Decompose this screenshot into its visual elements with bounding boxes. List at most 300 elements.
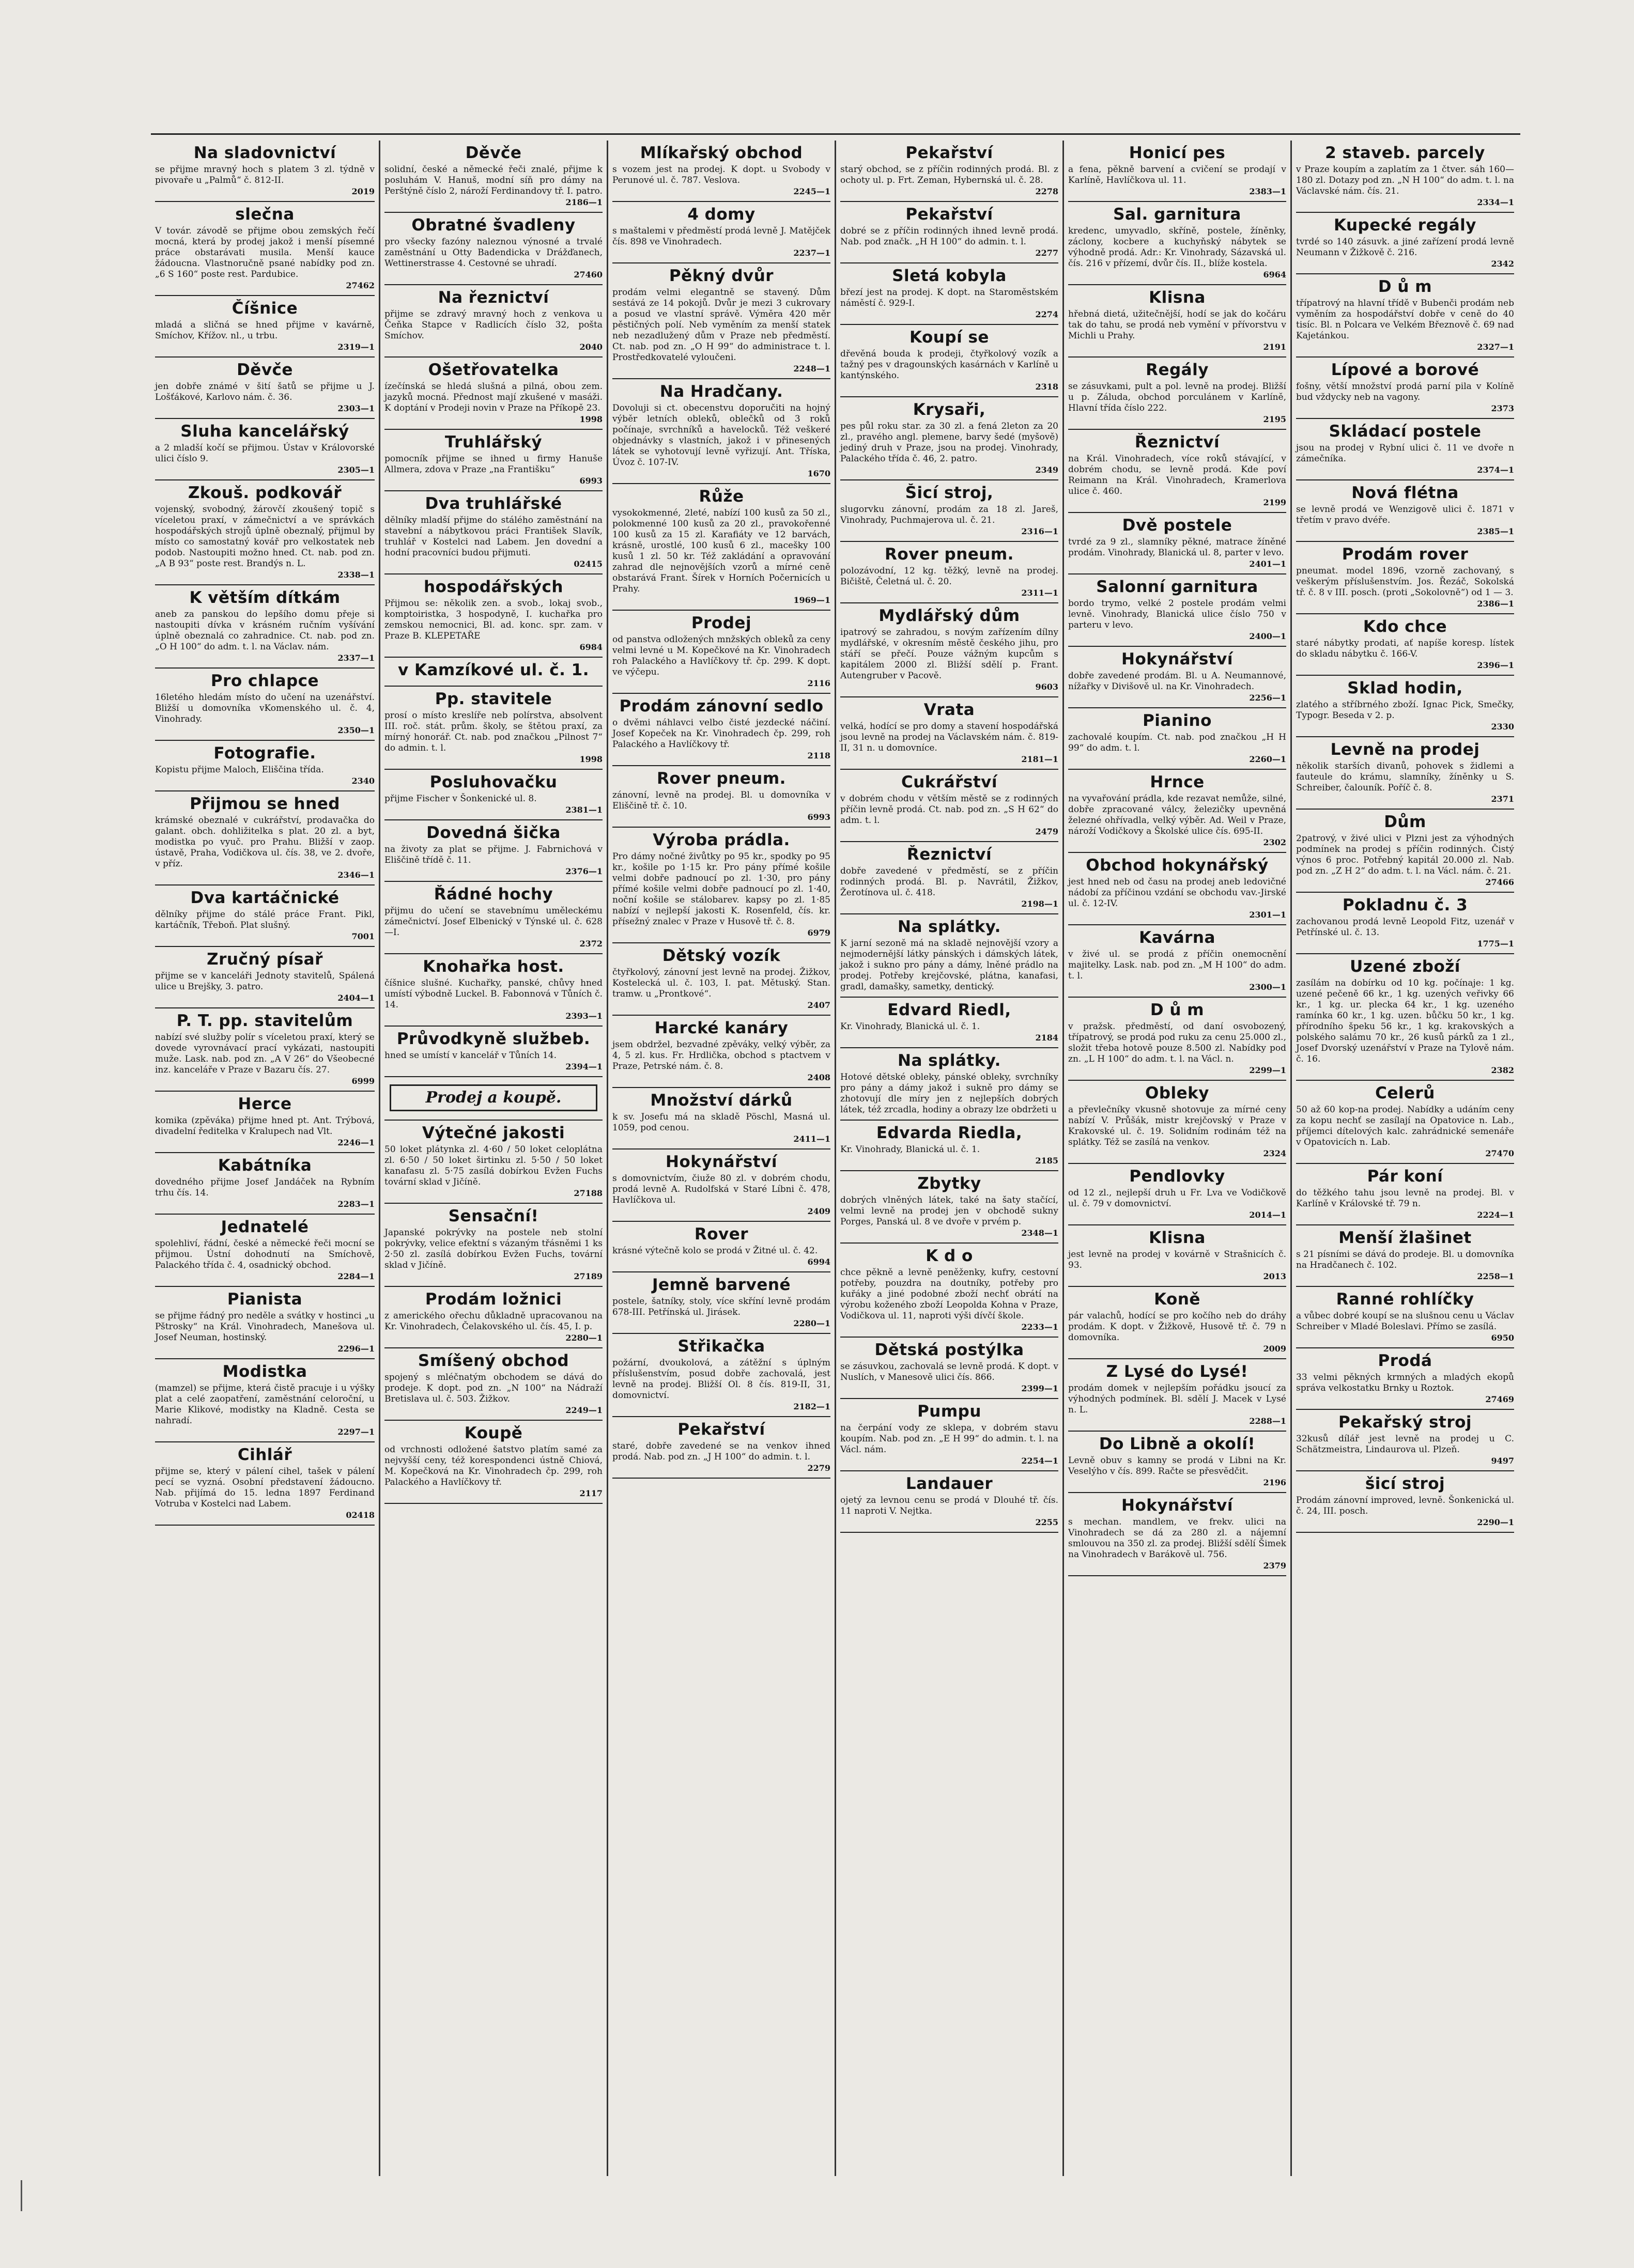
ad-number: 2300—1 xyxy=(1249,982,1286,992)
classified-ad xyxy=(155,1359,375,1442)
ad-text: aneb za panskou do lepšího domu přeje si nastoupiti dívka v krásném ručním vyšívání úplně obeznalá co zahradnice. Ct. nab. pod zn. „O H 100“ do adm. t. l. na Václav. nám. xyxy=(155,609,375,652)
ad-number: 2274 xyxy=(1035,309,1058,319)
ad-headline: Šicí stroj, xyxy=(905,484,994,502)
ad-number: 2280—1 xyxy=(793,1318,830,1328)
ad-number: 2256—1 xyxy=(1249,693,1286,703)
ad-number: 2255 xyxy=(1035,1517,1058,1527)
classified-ad xyxy=(384,954,603,1027)
classified-ad xyxy=(1296,213,1514,274)
ad-number: 2404—1 xyxy=(337,993,375,1003)
classified-ad xyxy=(1068,925,1286,998)
ad-headline: Hokynářství xyxy=(1121,650,1233,669)
ad-headline: Lípové a borové xyxy=(1331,361,1479,379)
ad-headline: Smíšený obchod xyxy=(418,1352,569,1370)
ad-number: 2186—1 xyxy=(565,197,603,207)
ad-number: 2400—1 xyxy=(1249,631,1286,641)
ad-text: spojený s mléčnatým obchodem se dává do prodeje. K dopt. pod zn. „N 100“ na Nádraží Bretislava ul. č. 503. Žižkov. xyxy=(384,1372,603,1404)
ad-headline: Hokynářství xyxy=(666,1153,777,1171)
ad-headline: Pro chlapce xyxy=(210,672,319,690)
ad-number: 27189 xyxy=(574,1271,603,1281)
ad-text: Kopistu přijme Maloch, Eliščina třída. xyxy=(155,765,324,775)
ad-text: přijmu do učení se stavebnímu uměleckému zámečnictví. Josef Elbenický v Týnské ul. č. 628—I. xyxy=(384,906,603,938)
ad-number: 2277 xyxy=(1035,248,1058,258)
classified-ad xyxy=(840,697,1058,770)
ad-number: 2258—1 xyxy=(1477,1271,1514,1281)
ad-headline: Z Lysé do Lysé! xyxy=(1106,1362,1248,1381)
ad-text: vojenský, svobodný, žárovčí zkoušený topič s víceletou praxí, v zámečnictví a ve správkách hospodářských strojů úplně obeznalý, přijmul by místo co samostatný kovář pro velkostatek neb podob. Nastoupiti možno hned. Ct. nab. pod zn. „A B 93“ poste rest. Brandýs n. L. xyxy=(155,504,375,569)
ad-number: 2386—1 xyxy=(1477,599,1514,609)
ad-text: staré, dobře zavedené se na venkov ihned prodá. Nab. pod zn. „J H 100“ do admin. t. l. xyxy=(612,1441,830,1462)
ad-number: 27469 xyxy=(1485,1394,1514,1404)
ad-number: 2409 xyxy=(807,1206,830,1216)
ad-headline: Dvě postele xyxy=(1122,516,1232,535)
classified-ad xyxy=(1068,1493,1286,1576)
ad-number: 2346—1 xyxy=(337,870,375,880)
ad-text: Hotové dětské obleky, pánské obleky, svrchníky pro pány a dámy jakož i sukně pro dámy se zhotovují dle míry jen z nejlepších dobrých látek, též zrcadla, hodiny a obrazy lze obdržeti u xyxy=(840,1072,1058,1115)
ad-headline: Honicí pes xyxy=(1129,144,1226,162)
classified-ad xyxy=(155,1287,375,1359)
ad-headline: Koupí se xyxy=(910,328,989,347)
classified-ad xyxy=(1296,893,1514,954)
ad-text: prosí o místo kreslíře neb polírstva, absolvent III. roč. stát. prům. školy, se štětou praxí, za mírný honorář. Ct. nab. pod značkou „Pilnost 7“ do admin. t. l. xyxy=(384,710,603,753)
ad-headline: Pumpu xyxy=(917,1402,981,1421)
ad-text: pár valachů, hodící se pro kočího neb do dráhy prodám. K dopt. v Žižkově, Husově tř. č. 79 n domovníka. xyxy=(1068,1311,1286,1343)
classified-ad xyxy=(1068,1164,1286,1225)
ad-number: 2407 xyxy=(807,1000,830,1010)
ad-headline: Zručný písař xyxy=(207,950,323,969)
ad-headline: Pekařství xyxy=(905,205,993,224)
ad-headline: Pekařství xyxy=(677,1420,765,1439)
ad-number: 2393—1 xyxy=(565,1011,603,1021)
ad-headline: Kabátníka xyxy=(218,1156,312,1175)
ad-text: několik starších divanů, pohovek s židlemi a fauteule do krámu, slamníky, žíněnky u S. Schreiber, čalouník. Poříč č. 8. xyxy=(1296,761,1514,793)
classified-ad xyxy=(384,1077,603,1121)
ad-text: od panstva odložených mnžských obleků za ceny velmi levné u M. Kopečkové na Kr. Vinohradech roh Palackého a Havlíčkovy tř. čp. 299. K dopt. ve výčepu. xyxy=(612,634,830,677)
ad-number: 6984 xyxy=(579,642,603,652)
ad-number: 27462 xyxy=(346,281,375,290)
ad-headline: Děvče xyxy=(465,144,522,162)
classified-ad xyxy=(384,491,603,574)
ad-headline: Ranné rohlíčky xyxy=(1336,1290,1474,1309)
classified-ad xyxy=(840,141,1058,202)
classified-ad xyxy=(612,263,830,379)
ad-text: přijme se, který v pálení cihel, tašek v pálení pecí se vyzná. Osobní představení žádoucno. Nab. přijímá do 15. ledna 1897 Ferdinand Votruba v Kostelci nad Labem. xyxy=(155,1466,375,1509)
ad-headline: Regály xyxy=(1146,361,1209,379)
ad-headline: Klisna xyxy=(1149,288,1206,307)
ad-text: dovedného přijme Josef Jandáček na Rybním trhu čís. 14. xyxy=(155,1177,375,1198)
classified-ad xyxy=(1296,1287,1514,1348)
ad-number: 9497 xyxy=(1491,1456,1514,1466)
ad-number: 2408 xyxy=(807,1073,830,1082)
classified-ad xyxy=(384,1204,603,1287)
ad-headline: Truhlářský xyxy=(444,433,543,452)
ad-number: 2337—1 xyxy=(337,653,375,663)
ad-text: přijme Fischer v Šonkenické ul. 8. xyxy=(384,794,537,804)
column-1 xyxy=(151,141,379,2176)
ad-number: 2288—1 xyxy=(1249,1416,1286,1426)
ad-text: dřevěná bouda k prodeji, čtyřkolový vozík a tažný pes v dragounských kasárnách v Karlíně u kantýnského. xyxy=(840,349,1058,381)
ad-headline: Množství dárků xyxy=(650,1091,793,1110)
ad-number: 2279 xyxy=(807,1463,830,1473)
ad-number: 2297—1 xyxy=(337,1427,375,1437)
column-5 xyxy=(1062,141,1290,2176)
ad-text: kredenc, umyvadlo, skříně, postele, žíněnky, záclony, kocbere a kuchyňský nábytek se výhodně prodá. Adr.: Kr. Vinohrady, Sázavská ul. čís. 216 v přízemí, dvůr čís. II., blíže kostela. xyxy=(1068,226,1286,269)
ad-text: a fena, pěkně barvení a cvičení se prodají v Karlíně, Havlíčkova ul. 11. xyxy=(1068,164,1286,185)
ad-headline: Levně na prodej xyxy=(1330,740,1480,759)
ad-headline: Klisna xyxy=(1149,1229,1206,1247)
ad-text: prodám velmi elegantně se stavený. Dům sestává ze 14 pokojů. Dvůr je mezi 3 cukrovary a posud ve vlastní správě. Výměra 420 měr pěstičných polí. Neb vyměním za menší statek neb nezadlužený dům v Praze neb předměstí. Ct. nab. pod zn. „O H 99“ do administrace t. l. Prostředkovatelé vyloučeni. xyxy=(612,287,830,363)
ad-headline: šicí stroj xyxy=(1365,1474,1445,1493)
classified-ad xyxy=(155,741,375,791)
classified-ad xyxy=(612,1088,830,1149)
classified-ad xyxy=(1296,358,1514,419)
ad-number: 2340 xyxy=(351,776,375,786)
ad-text: v živé ul. se prodá z příčin onemocnění majitelky. Lask. nab. pod zn. „M H 100“ do adm. t. l. xyxy=(1068,949,1286,981)
ad-number: 2198—1 xyxy=(1021,899,1058,909)
classified-ad xyxy=(384,1027,603,1077)
ad-number: 6999 xyxy=(351,1076,375,1086)
ad-headline: Na řeznictví xyxy=(438,288,549,307)
classified-ad xyxy=(1296,274,1514,358)
ad-headline: Dva truhlářské xyxy=(425,494,562,513)
ad-text: se zásuvkami, pult a pol. levně na prodej. Bližší u p. Záluda, obchod porculánem v Karlíně, Hlavní třída číslo 222. xyxy=(1068,381,1286,413)
ad-headline: Prodám rover xyxy=(1342,545,1469,564)
classified-ad xyxy=(612,1149,830,1222)
ad-number: 2280—1 xyxy=(565,1333,603,1343)
ad-headline: Fotografie. xyxy=(213,744,316,763)
ad-headline: Dětská postýlka xyxy=(874,1341,1024,1359)
ad-headline: Pár koní xyxy=(1367,1167,1443,1186)
ad-headline: Do Libně a okolí! xyxy=(1099,1435,1256,1453)
ad-number: 2246—1 xyxy=(337,1138,375,1147)
ad-number: 2237—1 xyxy=(793,248,830,258)
ad-text: ipatrový se zahradou, s novým zařízením dílny mydlářské, v okresním městě českého jihu, pro stáří se přečí. Pouze vážným kupcům s kapitálem 2000 zl. Bližší sdělí p. Frant. Autengruber v Pacově. xyxy=(840,627,1058,681)
ad-text: slugorvku zánovní, prodám za 18 zl. Jareš, Vinohrady, Puchmajerova ul. č. 21. xyxy=(840,504,1058,525)
classified-ad xyxy=(1296,419,1514,480)
ad-number: 2324 xyxy=(1263,1148,1286,1158)
ad-number: 2372 xyxy=(579,939,603,949)
classified-ad xyxy=(612,202,830,263)
ad-number: 2013 xyxy=(1263,1271,1286,1281)
ad-headline: hospodářských xyxy=(424,578,563,596)
ad-headline: Landauer xyxy=(905,1474,993,1493)
ad-headline: Posluhovačku xyxy=(429,773,558,791)
classified-ad xyxy=(612,141,830,202)
ad-text: Levně obuv s kamny se prodá v Libni na Kr. Veselýho v čís. 899. Račte se přesvědčit. xyxy=(1068,1455,1286,1477)
ad-headline: v Kamzíkové ul. č. 1. xyxy=(397,661,590,679)
ad-text: mladá a sličná se hned přijme v kavárně, Smíchov, Křížov. nl., u trbu. xyxy=(155,320,375,341)
top-rule xyxy=(151,133,1520,135)
ad-headline: Sal. garnitura xyxy=(1113,205,1241,224)
classified-ad xyxy=(840,998,1058,1048)
ad-headline: Cihlář xyxy=(237,1446,292,1464)
classified-ad xyxy=(1068,853,1286,925)
classified-ad xyxy=(612,828,830,943)
ad-text: staré nábytky prodati, ať napíše koresp. lístek do skladu nábytku č. 166-V. xyxy=(1296,638,1514,659)
ad-text: dobře zavedené v předměstí, se z příčin rodinných prodá. Bl. p. Navrátil, Žižkov, Žerotínova ul. č. 418. xyxy=(840,866,1058,898)
ad-text: 50 až 60 kop-na prodej. Nabídky a udáním ceny za kopu nechť se zasílají na Opatovice n. Lab., příjemci dítelových kalc. zahrádnické semenáře v Opatovicích n. Lab. xyxy=(1296,1105,1514,1147)
ad-text: v Praze koupím a zaplatím za 1 čtver. sáh 160—180 zl. Dotazy pod zn. „N H 100“ do adm. t. l. na Václavské nám. čís. 21. xyxy=(1296,164,1514,196)
ad-text: a vůbec dobré koupí se na slušnou cenu u Václav Schreiber v Mladé Boleslavi. Přímo se zasílá. xyxy=(1296,1311,1514,1332)
ad-headline: Jednatelé xyxy=(221,1218,309,1236)
ad-number: 2224—1 xyxy=(1477,1210,1514,1220)
ad-number: 2195 xyxy=(1263,414,1286,424)
ad-number: 02418 xyxy=(346,1510,375,1520)
classified-ad xyxy=(612,611,830,694)
classified-ad xyxy=(384,1348,603,1421)
classified-ad xyxy=(1296,1348,1514,1410)
classified-ad xyxy=(384,1121,603,1204)
classified-ad xyxy=(155,1215,375,1287)
ad-number: 2184 xyxy=(1035,1033,1058,1043)
ad-headline: Herce xyxy=(238,1095,292,1113)
ad-text: se levně prodá ve Wenzigově ulici č. 1871 v třetím v pravo dvéře. xyxy=(1296,504,1514,525)
classified-ad xyxy=(1296,1081,1514,1164)
ad-text: Přijmou se: několik zen. a svob., lokaj svob., komptoiristka, 3 hospodyně, I. kuchařka pro zemskou nemocnici, Bl. ad. konc. spr. zam. v Praze B. KLEPETAŘE xyxy=(384,598,603,641)
ad-text: pneumat. model 1896, vzorně zachovaný, s veškerým příslušenstvím. Jos. Řezáč, Sokolská tř. č. 8 v III. posch. (proti „Sokolovně“) od 1 — 3. xyxy=(1296,566,1514,598)
ad-headline: Harcké kanáry xyxy=(654,1019,789,1037)
ad-text: přijme se v kanceláři Jednoty stavitelů, Spálená ulice u Brejšky, 3. patro. xyxy=(155,971,375,992)
classified-ad xyxy=(384,358,603,430)
column-2 xyxy=(379,141,607,2176)
classified-ad xyxy=(1296,1471,1514,1533)
ad-headline: 2 staveb. parcely xyxy=(1325,144,1485,162)
ad-headline: Kavárna xyxy=(1139,928,1215,947)
classified-ad xyxy=(1068,430,1286,513)
classified-ad xyxy=(1068,1432,1286,1493)
classified-ad xyxy=(1296,676,1514,737)
ad-number: 2311—1 xyxy=(1021,588,1058,598)
classified-ad xyxy=(155,202,375,296)
ad-number: 2327—1 xyxy=(1477,342,1514,352)
ad-text: požární, dvoukolová, a zátěžní s úplným příslušenstvím, posud dobře zachovalá, jest levně na prodej. Bližší Ol. 8 čís. 819-II, 31, domovnictví. xyxy=(612,1358,830,1401)
ad-number: 2181—1 xyxy=(1021,754,1058,764)
ad-headline: P. T. pp. stavitelům xyxy=(176,1012,353,1030)
ad-headline: slečna xyxy=(235,205,295,224)
ad-number: 6993 xyxy=(579,476,603,486)
classified-ad xyxy=(840,542,1058,603)
classified-ad xyxy=(840,1048,1058,1121)
ad-number: 2191 xyxy=(1263,342,1286,352)
ad-text: se zásuvkou, zachovalá se levně prodá. K dopt. v Nuslích, v Manesově ulici čís. 866. xyxy=(840,1361,1058,1382)
ad-text: na životy za plat se přijme. J. Fabrnichová v Eliščině třídě č. 11. xyxy=(384,844,603,865)
ad-text: V továr. závodě se přijme obou zemských řečí mocná, která by prodej jakož i menší písemné práce obstarávati musila. Menší kauce žádoucna. Vlastnoručně psané nabídky pod zn. „6 S 160“ poste rest. Pardubice. xyxy=(155,226,375,279)
ad-text: jen dobře známé v šití šatů se přijme u J. Lošťákové, Karlovo nám. č. 36. xyxy=(155,381,375,402)
ad-headline: Prodej xyxy=(691,614,752,632)
classified-ad xyxy=(612,1272,830,1334)
ad-headline: Cukrářství xyxy=(901,773,998,791)
classified-ad xyxy=(612,379,830,484)
ad-number: 2296—1 xyxy=(337,1344,375,1354)
ad-number: 2401—1 xyxy=(1249,559,1286,569)
ad-text: zachovalé koupím. Ct. nab. pod značkou „H H 99“ do adm. t. l. xyxy=(1068,732,1286,753)
ad-number: 2411—1 xyxy=(793,1134,830,1144)
ad-headline: Zkouš. podkovář xyxy=(188,484,342,502)
classified-ad xyxy=(1296,1164,1514,1225)
ad-number: 2348—1 xyxy=(1021,1228,1058,1238)
classified-ad xyxy=(155,585,375,669)
ad-text: zasílám na dobírku od 10 kg. počínaje: 1 kg. uzené pečeně 66 kr., 1 kg. uzených veřivky 66 kr., 1 kg. ur. plecka 64 kr., 1 kg. uzeného ramínka 60 kr., 1 kg. uzen. bůčku 50 kr., 1 kg. přírodního špeku 56 kr., 1 kg. krakovských a polského salámu 70 kr., 26 kusů párků za 1 zl., Josef Dvorský uzenářství v Praze na Tylově nám. č. 16. xyxy=(1296,978,1514,1064)
classified-ad xyxy=(1296,737,1514,810)
ad-headline: Růže xyxy=(699,487,744,506)
ad-text: na čerpání vody ze sklepa, v dobrém stavu koupím. Nab. pod zn. „E H 99“ do admin. t. l. na Václ. nám. xyxy=(840,1423,1058,1455)
ad-headline: Dětský vozík xyxy=(662,946,781,965)
ad-text: na vyvařování prádla, kde rezavat nemůže, silné, dobře zpracované válcy, železičky upevněná železné ohřívadla, velký výběr. Ad. Weil v Praze, nároží Vodičkovy a Školské ulice čís. 695-II. xyxy=(1068,794,1286,836)
classified-ad xyxy=(612,694,830,766)
ad-text: dobrých vlněných látek, také na šaty stačící, velmi levně na prodej jen v obchodě sukny Porges, Panská ul. 8 ve dvoře v prvém p. xyxy=(840,1195,1058,1227)
ad-headline: Zbytky xyxy=(917,1174,981,1193)
classified-ad xyxy=(155,141,375,202)
ad-text: od 12 zl., nejlepší druh u Fr. Lva ve Vodičkově ul. č. 79 v domovnictví. xyxy=(1068,1188,1286,1209)
column-4 xyxy=(835,141,1062,2176)
ad-text: krámské obeznalé v cukrářství, prodavačka do galant. obch. dohližitelka s plat. 20 zl. a byt, modistka po vyuč. pro Prahu. Bližší v zaop. ústavě, Praha, Vodičkova ul. čís. 38, ve 2. dvoře, v příz. xyxy=(155,815,375,869)
ad-number: 2118 xyxy=(807,751,830,760)
ad-headline: Vrata xyxy=(923,701,975,719)
ad-headline: Průvodkyně službeb. xyxy=(396,1030,591,1048)
ad-headline: Děvče xyxy=(237,361,293,379)
ad-text: pomocník přijme se ihned u firmy Hanuše Allmera, zdova v Praze „na Františku“ xyxy=(384,454,603,475)
ad-headline: Prodám ložnici xyxy=(425,1290,562,1309)
ad-text: jsou na prodej v Rybní ulici č. 11 ve dvoře n zámečníka. xyxy=(1296,443,1514,464)
ad-text: se přijme mravný hoch s platem 3 zl. týdně v pivovaře u „Palmů“ č. 812-II. xyxy=(155,164,375,185)
ad-headline: Obchod hokynářský xyxy=(1086,856,1269,875)
classified-ad xyxy=(384,430,603,491)
ad-headline: Celerů xyxy=(1375,1084,1435,1102)
ad-number: 2382 xyxy=(1491,1065,1514,1075)
ad-text: zlatého a stříbrného zboží. Ignac Pick, Smečky, Typogr. Beseda v 2. p. xyxy=(1296,700,1514,721)
ad-number: 2301—1 xyxy=(1249,910,1286,920)
ad-number: 2303—1 xyxy=(337,403,375,413)
ad-text: Dovoluji si ct. obecenstvu doporučiti na hojný výběr letních obleků, oblečků od 3 roků počínaje, svrchníků a havelocků. Též veškeré objednávky s vlastních, jakož i v přinesených látek se vyhotovují levně vyřizují. Ant. Tříska, Úvoz č. 107-IV. xyxy=(612,403,830,468)
ad-number: 6950 xyxy=(1491,1333,1514,1343)
classified-ad xyxy=(1068,285,1286,358)
ad-number: 9603 xyxy=(1035,682,1058,692)
ad-text: 50 loket plátynka zl. 4·60 / 50 loket celoplátna zl. 6·50 / 50 loket širtinku zl. 5·50 / 50 loket kanafasu zl. 5·75 zasílá dobírkou Evžen Fuchs tovární sklad v Jičíně. xyxy=(384,1144,603,1187)
ad-text: spolehliví, řádní, české a německé řeči mocní se přijmou. Ústní dohodnutí na Smíchově, Palackého třída č. 4, osadnický obchod. xyxy=(155,1238,375,1270)
ad-headline: Na Hradčany. xyxy=(659,382,783,401)
ad-number: 2385—1 xyxy=(1477,526,1514,536)
classified-ad xyxy=(840,1338,1058,1399)
ad-text: v pražsk. předměstí, od daní osvobozený, třípatrový, se prodá pod ruku za cenu 25.000 zl., složit třeba hotově pouze 8.500 zl. Nabídky pod zn. „L H 100“ do adm. t. l. na Václ. n. xyxy=(1068,1021,1286,1064)
ad-headline: Mydlářský dům xyxy=(878,607,1020,625)
ad-headline: Nová flétna xyxy=(1351,484,1459,502)
ad-headline: Hrnce xyxy=(1150,773,1205,791)
section-title: Prodej a koupě. xyxy=(390,1084,597,1111)
ad-text: dělníky mladší přijme do stálého zaměstnání na stavební a nábytkovou práci František Slavík, truhlář v Kostelci nad Labem. Jen dovední a hodní pracovníci budou přijmuti. xyxy=(384,515,603,558)
classified-ad xyxy=(155,419,375,480)
ad-headline: Dovedná šička xyxy=(426,824,561,842)
ad-number: 6993 xyxy=(807,812,830,822)
ad-number: 2394—1 xyxy=(565,1062,603,1071)
classified-ad xyxy=(1068,1081,1286,1164)
ad-number: 2233—1 xyxy=(1021,1322,1058,1332)
classified-ad xyxy=(155,886,375,947)
ad-number: 2299—1 xyxy=(1249,1065,1286,1075)
ad-number: 2319—1 xyxy=(337,342,375,352)
ad-number: 2383—1 xyxy=(1249,187,1286,196)
ad-text: pes půl roku star. za 30 zl. a fená 2leton za 20 zl., pravého angl. plemene, barvy šedé (myšově) jediný druh v Praze, jsou na prodej. Vinohrady, Palackého třída č. 46, 2. patro. xyxy=(840,421,1058,464)
classified-ad xyxy=(1068,574,1286,647)
classified-ad xyxy=(384,882,603,954)
ad-headline: Řeznictví xyxy=(1134,433,1220,452)
classified-ad xyxy=(155,1153,375,1215)
ad-text: 16letého hledám místo do učení na uzenářství. Bližší u domovníka vKomenského ul. č. 4, Vinohrady. xyxy=(155,692,375,724)
classified-ad xyxy=(1296,614,1514,676)
ad-text: komika (zpěváka) přijme hned pt. Ant. Trýbová, divadelní ředitelka v Kralupech nad Vlt. xyxy=(155,1115,375,1137)
classified-ad xyxy=(384,658,603,687)
classified-ad xyxy=(1068,1287,1286,1359)
classified-ad xyxy=(384,687,603,770)
ad-number: 1775—1 xyxy=(1477,939,1514,949)
ad-headline: Rover pneum. xyxy=(885,545,1014,564)
ad-headline: Přijmou se hned xyxy=(190,795,340,813)
ad-text: hřebná dietá, užitečnější, hodí se jak do kočáru tak do tahu, se prodá neb vymění v přívorstvu v Michli u Prahy. xyxy=(1068,309,1286,341)
ad-number: 2316—1 xyxy=(1021,526,1058,536)
ad-number: 2260—1 xyxy=(1249,754,1286,764)
ad-number: 2116 xyxy=(807,678,830,688)
classified-ad xyxy=(155,358,375,419)
ad-headline: Sklad hodin, xyxy=(1347,679,1463,697)
classified-ad xyxy=(840,480,1058,542)
ad-number: 2014—1 xyxy=(1249,1210,1286,1220)
ad-number: 2381—1 xyxy=(565,805,603,815)
ad-number: 1998 xyxy=(579,754,603,764)
ad-number: 27460 xyxy=(574,270,603,279)
classified-ad xyxy=(1296,542,1514,614)
ad-text: o dvěmi náhlavci velbo čisté jezdecké náčiní. Josef Kopeček na Kr. Vinohradech čp. 299, roh Palackého a Havlíčkovy tř. xyxy=(612,718,830,750)
ad-text: tvrdé za 9 zl., slamníky pěkné, matrace žíněné prodám. Vinohrady, Blanická ul. 8, parter v levo. xyxy=(1068,537,1286,558)
classified-ad xyxy=(612,484,830,611)
ad-text: starý obchod, se z příčin rodinných prodá. Bl. z ochoty ul. p. Frt. Zeman, Hybernská ul. č. 28. xyxy=(840,164,1058,185)
ad-headline: K větším dítkám xyxy=(189,588,341,607)
ad-headline: Koupě xyxy=(464,1424,523,1442)
ad-text: ízečínská se hledá slušná a pilná, obou zem. jazyků mocná. Přednost mají zkušené v masáži. K doptání v Prodeji novin v Praze na Příkopě 23. xyxy=(384,381,603,413)
classified-ad xyxy=(1068,770,1286,853)
ad-text: chce pěkně a levně peněženky, kufry, cestovní potřeby, pouzdra na doutníky, potřeby pro kuřáky a jiné podobné zboží nechť obrátí na výrobu koženého zboží Leopolda Kohna v Praze, Vodičkova ul. 11, naproti výši dívčí škole. xyxy=(840,1267,1058,1321)
ad-number: 6979 xyxy=(807,928,830,938)
classified-ad xyxy=(1296,810,1514,893)
ad-number: 6964 xyxy=(1263,270,1286,279)
classified-ad xyxy=(1068,1225,1286,1287)
ad-text: prodám domek v nejlepším pořádku jsoucí za výhodných podmínek. Bl. sdělí J. Macek v Lysé n. L. xyxy=(1068,1383,1286,1415)
classified-ad xyxy=(155,791,375,886)
classified-ad xyxy=(1068,708,1286,770)
ad-headline: Sensační! xyxy=(448,1207,539,1225)
ad-number: 2479 xyxy=(1035,827,1058,836)
ad-headline: Pianino xyxy=(1143,711,1212,730)
ad-text: Japanské pokrývky na postele neb stolní pokrývky, velice efektní s vázaným třásněmi 1 ks 2·50 zl. zasílá dobírkou Evžen Fuchs, tovární sklad v Jičíně. xyxy=(384,1228,603,1270)
ad-headline: Prodá xyxy=(1378,1352,1432,1370)
ad-text: polozávodní, 12 kg. těžký, levně na prodej. Bičiště, Čeletná ul. č. 20. xyxy=(840,566,1058,587)
ad-headline: Kupecké regály xyxy=(1334,216,1476,235)
classified-ad xyxy=(155,1442,375,1526)
ad-number: 2283—1 xyxy=(337,1199,375,1209)
ad-headline: Sletá kobyla xyxy=(892,267,1007,285)
ad-text: tvrdé so 140 zásuvk. a jiné zařízení prodá levně Neumann v Žižkově č. 216. xyxy=(1296,237,1514,258)
ad-headline: K d o xyxy=(926,1247,973,1265)
classified-ad xyxy=(840,1399,1058,1471)
classified-ad xyxy=(155,480,375,585)
ad-number: 2376—1 xyxy=(565,866,603,876)
ad-number: 2338—1 xyxy=(337,570,375,580)
ad-number: 2399—1 xyxy=(1021,1384,1058,1393)
classified-ad xyxy=(840,325,1058,397)
ad-text: dobré se z příčin rodinných ihned levně prodá. Nab. pod značk. „H H 100“ do admin. t. l. xyxy=(840,226,1058,247)
ad-headline: Pianista xyxy=(227,1290,303,1309)
ad-headline: Sluha kancelářský xyxy=(180,422,349,441)
ad-headline: Hokynářství xyxy=(1121,1496,1233,1515)
ad-number: 2009 xyxy=(1263,1344,1286,1354)
